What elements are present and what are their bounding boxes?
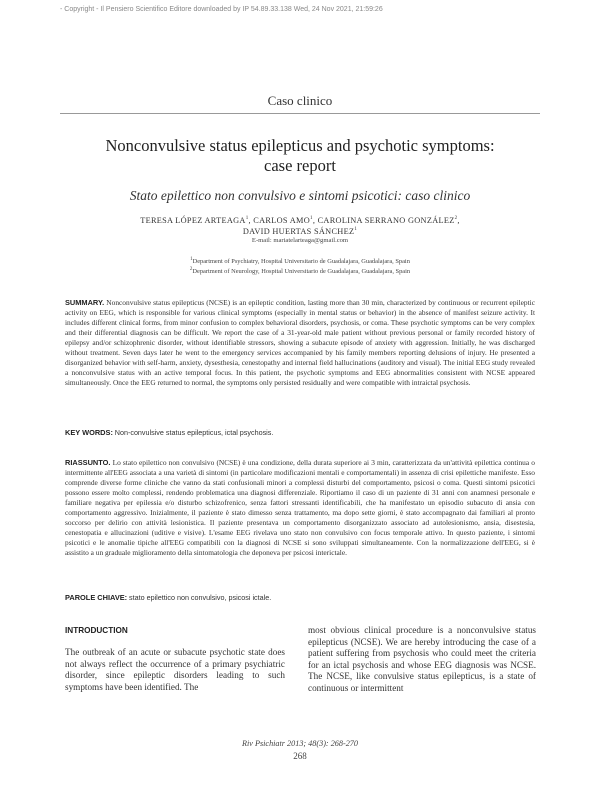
summary-text: Nonconvulsive status epilepticus (NCSE) is an epileptic condition, lasting more than 30 min, characterized by continuous or recurrent epileptic activity on EEG, which is responsible for various clinical symptoms (especially in mental status or behavior) in the absence of manifest seizure activity. It includes different clinical forms, from minor confusion to complex behavioral disorders, psychosis, or coma. These psychotic symptoms can be very complex and their differential diagnosis can be difficult. We report the case of a 31-year-old male patient without previous personal or family recorded history of epilepsy and/or schizophrenic disorder, without identifiable stressors, showing a subacute episode of anxiety with aggression. Initially, he was discharged without treatment. Seven days later he went to the emergency services accompanied by his family members reporting delusions of injury. He presented a disorganized behavior with self-harm, anxiety, dysesthesia, cenestopathy and internal field hallucinations (auditory and visual). The initial EEG study revealed a nonconvulsive status with an active temporal focus. In this patient, the psychotic symptoms and EEG abnormalities consistent with NCSE appeared simultaneously. Once the EEG returned to normal, the symptoms only persisted residually and were compatible with intraictal psychosis. xyxy=(65,298,535,387)
author-affiliation-mark: 2 xyxy=(454,216,458,222)
introduction-heading: INTRODUCTION xyxy=(65,626,128,635)
header-rule xyxy=(60,113,540,114)
author-name: DAVID HUERTAS SÁNCHEZ xyxy=(242,227,355,236)
page-number: 268 xyxy=(293,751,307,761)
parole-chiave-label: PAROLE CHIAVE: xyxy=(65,593,128,602)
title-line-1: Nonconvulsive status epilepticus and psychotic symptoms: xyxy=(105,136,495,155)
affiliations xyxy=(60,257,540,277)
author-name: CARLOS AMO xyxy=(253,216,311,225)
body-right-column: most obvious clinical procedure is a nonconvulsive status epilepticus (NCSE). We are hereby introducing the case of a patient suffering from psychosis who could meet the criteria for an ictal psychosis and whose EEG diagnosis was NCSE. The NCSE, like convulsive status epilepticus, is a state of continuous or intermittent xyxy=(308,625,536,693)
author-name: CAROLINA SERRANO GONZÁLEZ xyxy=(317,216,455,225)
body-left-column: The outbreak of an acute or subacute psychotic state does not always reflect the occurrence of a primary psychiatric disorder, since epileptic disorders leading to such symptoms have been identified. The xyxy=(65,647,285,692)
author-name: TERESA LÓPEZ ARTEAGA xyxy=(140,216,246,225)
parole-chiave-text: stato epilettico non convulsivo, psicosi ictale. xyxy=(129,593,272,602)
article-subtitle: Stato epilettico non convulsivo e sintomi psicotici: caso clinico xyxy=(129,188,471,203)
summary-label: SUMMARY. xyxy=(65,298,105,307)
author-affiliation-mark: 1 xyxy=(354,227,358,233)
affiliation-item: $^1$Department of Psychiatry, Hospital Universitario de Guadalajara, Guadalajara, Spain xyxy=(190,256,410,265)
riassunto-text: Lo stato epilettico non convulsivo (NCSE) è una condizione, della durata superiore ai 3 min, caratterizzata da un'attività epilettica continua o intermittente all'EEG associata a una varietà di sintomi (in particolare modificazioni mentali e comportamentali) in assenza di crisi epilettiche manifeste. Esso comprende diverse forme cliniche che vanno da stati confusionali minori a complessi disturbi del comportamento, psicosi o coma. Questi sintomi psicotici possono essere molto complessi, rendendo problematica una diagnosi differenziale. Riportiamo il caso di un paziente di 31 anni con anamnesi personale e familiare negativa per epilessia e/o disturbo schizofrenico, senza fattori stressanti identificabili, che ha manifestato un episodio subacuto di ansia con comportamento aggressivo. Inizialmente, il paziente è stato dimesso senza trattamento, ma dopo sette giorni, è stato accompagnato dai familiari al pronto soccorso per delirio con attività lesionistica. Il paziente presentava un comportamento disorganizzato associato ad autolesionismo, ansia, disestesia, cenestopatia e allucinazioni (uditive e visive). L'esame EEG rivelava uno stato non convulsivo con focus temporale attivo. In questo paziente, i sintomi psicotici e le anomalie tipiche all'EEG compatibili con la diagnosi di NCSE si sono sviluppati simultaneamente. Con la normalizzazione dell'EEG, si è assistito a un graduale miglioramento della sintomatologia che deponeva per psicosi interictale. xyxy=(65,458,535,557)
keywords-label: KEY WORDS: xyxy=(65,428,113,437)
author-affiliation-mark: 1 xyxy=(245,216,249,222)
summary-abstract xyxy=(65,298,535,388)
keywords-text: Non-convulsive status epilepticus, ictal psychosis. xyxy=(114,428,274,437)
title-line-2: case report xyxy=(264,156,336,175)
section-label: Caso clinico xyxy=(267,93,333,108)
riassunto-keywords xyxy=(65,593,535,603)
author-affiliation-mark: 1 xyxy=(310,216,313,222)
affiliation-item: $^2$Department of Neurology, Hospital Universitario de Guadalajara, Guadalajara, Spain xyxy=(189,266,411,275)
article-title xyxy=(60,136,540,176)
corresponding-email[interactable]: E-mail: mariatelarteaga@gmail.com xyxy=(251,237,349,244)
riassunto-label: RIASSUNTO. xyxy=(65,458,111,467)
journal-citation: Riv Psichiatr 2013; 48(3): 268-270 xyxy=(242,739,358,748)
copyright-notice: - Copyright - Il Pensiero Scientifico Editore downloaded by IP 54.89.33.138 Wed, 24 Nov 2021, 21:59:26 xyxy=(60,6,383,13)
summary-keywords xyxy=(65,428,535,438)
riassunto-abstract xyxy=(65,458,535,558)
author-list: TERESA LÓPEZ ARTEAGA$^1$, CARLOS AMO$^1$, CAROLINA SERRANO GONZÁLEZ$^2$, DAVID HUERTAS SÁNCHEZ$^1$ xyxy=(140,216,460,236)
